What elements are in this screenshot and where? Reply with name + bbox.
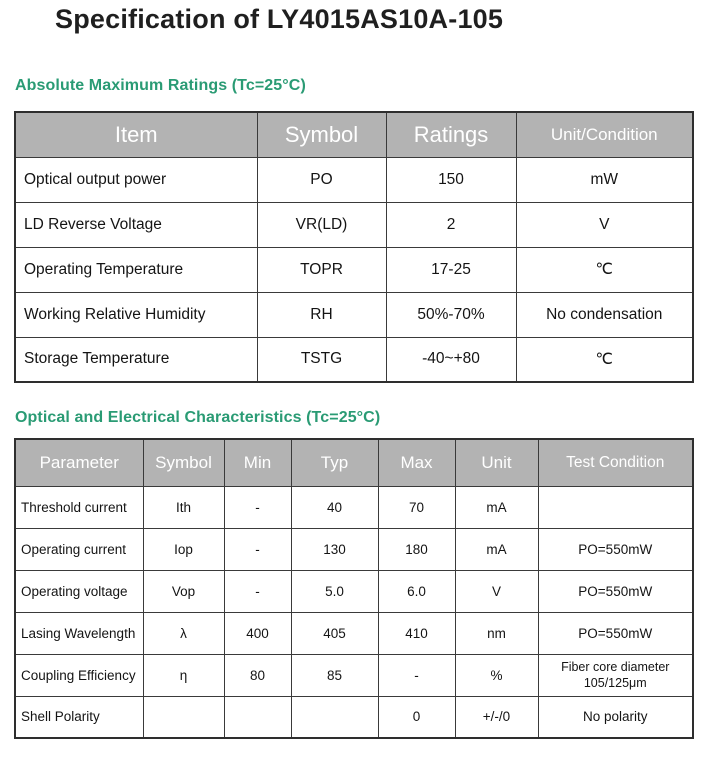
cell-unit: ℃ [516,337,693,382]
cell-parameter: Shell Polarity [15,696,143,738]
header-cell-symbol: Symbol [257,112,386,157]
cell-symbol: Iop [143,528,224,570]
header-cell-max: Max [378,439,455,486]
table-row [15,247,693,292]
cell-test-condition: PO=550mW [538,570,693,612]
table-row [15,202,693,247]
cell-min: 400 [224,612,291,654]
cell-ratings: 17-25 [386,247,516,292]
cell-max: 180 [378,528,455,570]
cell-max: - [378,654,455,696]
table-row [15,696,693,738]
cell-symbol: VR(LD) [257,202,386,247]
cell-min: 80 [224,654,291,696]
cell-test-condition: PO=550mW [538,528,693,570]
cell-ratings: 50%-70% [386,292,516,337]
cell-typ: 130 [291,528,378,570]
cell-min [224,696,291,738]
header-cell-symbol: Symbol [143,439,224,486]
cell-unit: +/-/0 [455,696,538,738]
header-cell-min: Min [224,439,291,486]
cell-max: 410 [378,612,455,654]
cell-test-condition: Fiber core diameter 105/125μm [538,654,693,696]
cell-symbol: TOPR [257,247,386,292]
cell-min: - [224,570,291,612]
header-cell-unit: Unit [455,439,538,486]
header-cell-unit-condition: Unit/Condition [516,112,693,157]
header-cell-item: Item [15,112,257,157]
cell-max: 70 [378,486,455,528]
cell-unit: mA [455,528,538,570]
cell-unit: V [516,202,693,247]
cell-item: Working Relative Humidity [15,292,257,337]
cell-unit: % [455,654,538,696]
cell-symbol: TSTG [257,337,386,382]
cell-min: - [224,528,291,570]
optical-electrical-characteristics-table [14,438,694,739]
page-title: Specification of LY4015AS10A-105 [55,4,504,34]
cell-ratings: -40~+80 [386,337,516,382]
header-cell-typ: Typ [291,439,378,486]
cell-max: 6.0 [378,570,455,612]
cell-unit: No condensation [516,292,693,337]
section-heading-optical-electrical-characteristics: Optical and Electrical Characteristics (Tc=25°C) [15,409,381,426]
table-row [15,612,693,654]
cell-typ [291,696,378,738]
table-row [15,654,693,696]
cell-item: Optical output power [15,157,257,202]
cell-unit: mA [455,486,538,528]
cell-unit: mW [516,157,693,202]
header-cell-test-condition: Test Condition [538,439,693,486]
table-row [15,292,693,337]
cell-symbol: λ [143,612,224,654]
cell-ratings: 2 [386,202,516,247]
cell-max: 0 [378,696,455,738]
cell-item: Operating Temperature [15,247,257,292]
cell-min: - [224,486,291,528]
cell-symbol: η [143,654,224,696]
spec-sheet-page [0,4,707,758]
cell-parameter: Operating voltage [15,570,143,612]
cell-ratings: 150 [386,157,516,202]
absolute-maximum-ratings-table [14,111,694,383]
table-row [15,528,693,570]
header-cell-ratings: Ratings [386,112,516,157]
cell-parameter: Operating current [15,528,143,570]
header-cell-parameter: Parameter [15,439,143,486]
cell-item: Storage Temperature [15,337,257,382]
cell-typ: 5.0 [291,570,378,612]
cell-symbol [143,696,224,738]
section-heading-absolute-maximum-ratings: Absolute Maximum Ratings (Tc=25°C) [15,77,306,94]
cell-unit: V [455,570,538,612]
cell-typ: 405 [291,612,378,654]
cell-test-condition: No polarity [538,696,693,738]
cell-typ: 40 [291,486,378,528]
table-row [15,337,693,382]
cell-parameter: Lasing Wavelength [15,612,143,654]
cell-unit: nm [455,612,538,654]
table-header-row [15,112,693,157]
cell-symbol: Vop [143,570,224,612]
cell-symbol: PO [257,157,386,202]
cell-unit: ℃ [516,247,693,292]
table-row [15,570,693,612]
cell-parameter: Threshold current [15,486,143,528]
table-row [15,157,693,202]
cell-item: LD Reverse Voltage [15,202,257,247]
cell-test-condition: PO=550mW [538,612,693,654]
cell-symbol: RH [257,292,386,337]
cell-typ: 85 [291,654,378,696]
cell-parameter: Coupling Efficiency [15,654,143,696]
cell-symbol: Ith [143,486,224,528]
table-header-row [15,439,693,486]
table-row [15,486,693,528]
cell-test-condition [538,486,693,528]
